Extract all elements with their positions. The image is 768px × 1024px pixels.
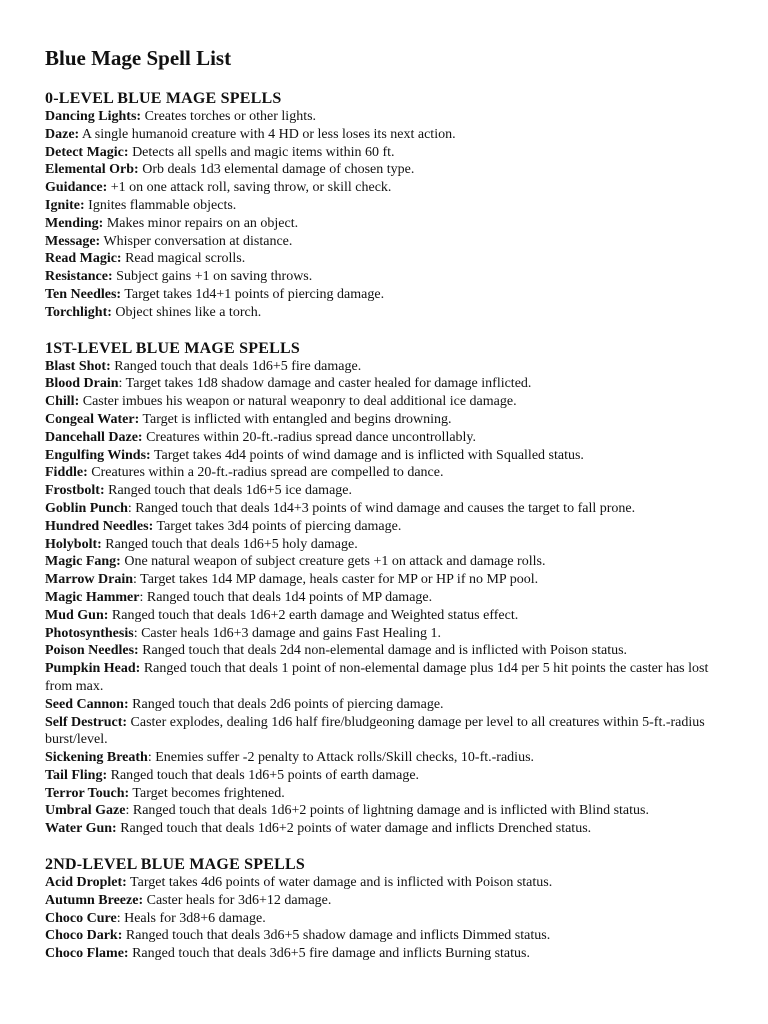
spell-name: Magic Hammer <box>45 589 140 605</box>
spell-entry <box>45 571 738 589</box>
spell-entry <box>45 874 738 892</box>
spell-name: Acid Droplet: <box>45 875 127 891</box>
spell-entry <box>45 820 738 838</box>
spell-entry <box>45 802 738 820</box>
spell-name: Choco Cure <box>45 910 117 926</box>
spell-name: Goblin Punch <box>45 500 128 516</box>
spell-sections <box>45 89 738 963</box>
spell-entry <box>45 518 738 536</box>
spell-name: Tail Fling: <box>45 767 108 783</box>
spell-name: Dancing Lights: <box>45 109 142 124</box>
spell-entry <box>45 304 738 322</box>
spell-name: Chill: <box>45 394 80 410</box>
spell-description: Creatures within a 20-ft.-radius spread are compelled to dance. <box>87 465 444 481</box>
spell-name: Torchlight: <box>45 304 112 320</box>
spell-description: Ranged touch that deals 2d4 non-elemental damage and is inflicted with Poison status. <box>138 643 628 659</box>
spell-name: Holybolt: <box>45 536 102 552</box>
spell-description: Ranged touch that deals 1d6+5 ice damage. <box>104 483 352 499</box>
spell-entry <box>45 250 738 268</box>
spell-description: Target is inflicted with entangled and begins drowning. <box>139 411 452 427</box>
document-title: Blue Mage Spell List <box>45 46 232 70</box>
spell-list <box>45 358 738 839</box>
spell-description: Ranged touch that deals 2d6 points of piercing damage. <box>128 696 444 712</box>
spell-entry <box>45 233 738 251</box>
spell-name: Congeal Water: <box>45 411 140 427</box>
spell-description: Makes minor repairs on an object. <box>103 215 299 231</box>
spell-entry <box>45 464 738 482</box>
spell-description: Creatures within 20-ft.-radius spread dance uncontrollably. <box>142 429 477 445</box>
spell-entry <box>45 215 738 233</box>
spell-name: Guidance: <box>45 180 108 196</box>
spell-description: Creates torches or other lights. <box>141 109 317 124</box>
spell-name: Message: <box>45 233 101 249</box>
spell-description: Ranged touch that deals 1d6+2 points of water damage and inflicts Drenched status. <box>116 821 592 837</box>
spell-description: Read magical scrolls. <box>121 251 246 267</box>
spell-description: : Ranged touch that deals 1d6+2 points of lightning damage and is inflicted with Blind status. <box>125 803 649 819</box>
spell-description: Ranged touch that deals 1d6+5 points of earth damage. <box>107 767 420 783</box>
spell-name: Pumpkin Head: <box>45 661 141 677</box>
spell-description: : Ranged touch that deals 1d4 points of MP damage. <box>139 589 433 605</box>
spell-name: Elemental Orb: <box>45 162 139 178</box>
spell-description: : Target takes 1d4 MP damage, heals caster for MP or HP if no MP pool. <box>133 572 539 588</box>
section-heading: 2ND-LEVEL BLUE MAGE SPELLS <box>45 856 305 874</box>
spell-entry <box>45 375 738 393</box>
spell-entry <box>45 393 738 411</box>
spell-description: : Enemies suffer -2 penalty to Attack rolls/Skill checks, 10-ft.-radius. <box>147 750 535 766</box>
spell-entry <box>45 696 738 714</box>
spell-name: Poison Needles: <box>45 643 139 659</box>
spell-name: Mud Gun: <box>45 607 109 623</box>
spell-entry <box>45 286 738 304</box>
spell-entry <box>45 197 738 215</box>
spell-description: Caster imbues his weapon or natural weaponry to deal additional ice damage. <box>79 394 517 410</box>
spell-name: Sickening Breath <box>45 750 148 766</box>
spell-name: Water Gun: <box>45 821 117 837</box>
spell-entry <box>45 945 738 963</box>
spell-description: Ignites flammable objects. <box>84 197 237 213</box>
spell-description: Target takes 3d4 points of piercing damage. <box>153 518 402 534</box>
spell-description: Caster explodes, dealing 1d6 half fire/bludgeoning damage per level to all creatures within 5-ft.-radius burst/level. <box>45 714 705 748</box>
spell-description: : Caster heals 1d6+3 damage and gains Fast Healing 1. <box>133 625 441 641</box>
spell-name: Autumn Breeze: <box>45 892 144 908</box>
section-heading: 1ST-LEVEL BLUE MAGE SPELLS <box>45 339 300 357</box>
spell-name: Blood Drain <box>45 376 119 392</box>
spell-entry <box>45 660 738 696</box>
spell-entry <box>45 411 738 429</box>
spell-entry <box>45 589 738 607</box>
spell-description: Target takes 4d6 points of water damage and is inflicted with Poison status. <box>126 875 553 891</box>
spell-description: One natural weapon of subject creature gets +1 on attack and damage rolls. <box>120 554 546 570</box>
spell-entry <box>45 179 738 197</box>
spell-description: Target takes 1d4+1 points of piercing damage. <box>121 286 385 302</box>
spell-entry <box>45 108 738 126</box>
spell-name: Detect Magic: <box>45 144 129 160</box>
spell-name: Mending: <box>45 215 104 231</box>
spell-name: Umbral Gaze <box>45 803 126 819</box>
spell-description: Whisper conversation at distance. <box>100 233 293 249</box>
spell-entry <box>45 892 738 910</box>
spell-description: Object shines like a torch. <box>111 304 262 320</box>
spell-entry <box>45 625 738 643</box>
spell-entry <box>45 785 738 803</box>
spell-list <box>45 874 738 963</box>
spell-description: : Heals for 3d8+6 damage. <box>116 910 266 926</box>
spell-entry <box>45 927 738 945</box>
spell-name: Daze: <box>45 126 80 142</box>
spell-name: Terror Touch: <box>45 785 130 801</box>
spell-name: Read Magic: <box>45 251 122 267</box>
spell-description: Ranged touch that deals 1d6+5 holy damage. <box>101 536 358 552</box>
spell-name: Hundred Needles: <box>45 518 154 534</box>
spell-name: Ignite: <box>45 197 85 213</box>
spell-entry <box>45 429 738 447</box>
spell-list <box>45 108 738 322</box>
spell-description: Subject gains +1 on saving throws. <box>112 269 313 285</box>
spell-name: Magic Fang: <box>45 554 121 570</box>
spell-entry <box>45 161 738 179</box>
spell-entry <box>45 447 738 465</box>
spell-entry <box>45 144 738 162</box>
spell-section <box>45 855 738 963</box>
spell-description: Ranged touch that deals 1 point of non-elemental damage plus 1d4 per 5 hit points the caster has lost from max. <box>45 661 709 694</box>
spell-description: : Target takes 1d8 shadow damage and caster healed for damage inflicted. <box>118 376 532 392</box>
spell-entry <box>45 482 738 500</box>
spell-entry <box>45 749 738 767</box>
spell-entry <box>45 607 738 625</box>
spell-name: Seed Cannon: <box>45 696 129 712</box>
spell-description: Ranged touch that deals 1d6+5 fire damage. <box>110 358 362 374</box>
spell-description: Ranged touch that deals 3d6+5 shadow damage and inflicts Dimmed status. <box>122 928 551 944</box>
spell-description: Caster heals for 3d6+12 damage. <box>143 892 332 908</box>
spell-description: Ranged touch that deals 3d6+5 fire damage and inflicts Burning status. <box>128 946 530 962</box>
spell-section <box>45 339 738 839</box>
spell-name: Frostbolt: <box>45 483 105 499</box>
spell-name: Photosynthesis <box>45 625 134 641</box>
spell-description: Target becomes frightened. <box>129 785 285 801</box>
spell-entry <box>45 358 738 376</box>
spell-entry <box>45 553 738 571</box>
spell-name: Choco Dark: <box>45 928 123 944</box>
spell-name: Choco Flame: <box>45 946 129 962</box>
spell-name: Blast Shot: <box>45 358 111 374</box>
spell-entry <box>45 767 738 785</box>
spell-description: A single humanoid creature with 4 HD or less loses its next action. <box>79 126 456 142</box>
spell-description: +1 on one attack roll, saving throw, or skill check. <box>107 180 392 196</box>
spell-entry <box>45 642 738 660</box>
spell-entry <box>45 500 738 518</box>
spell-description: Detects all spells and magic items within 60 ft. <box>128 144 395 160</box>
spell-entry <box>45 126 738 144</box>
spell-description: : Ranged touch that deals 1d4+3 points of wind damage and causes the target to fall prone. <box>127 500 636 516</box>
spell-entry <box>45 910 738 928</box>
spell-description: Target takes 4d4 points of wind damage and is inflicted with Squalled status. <box>150 447 584 463</box>
spell-entry <box>45 268 738 286</box>
spell-description: Ranged touch that deals 1d6+2 earth damage and Weighted status effect. <box>108 607 519 623</box>
spell-name: Marrow Drain <box>45 572 133 588</box>
spell-section <box>45 89 738 322</box>
spell-name: Fiddle: <box>45 465 88 481</box>
spell-entry <box>45 714 738 750</box>
spell-name: Ten Needles: <box>45 286 122 302</box>
spell-description: Orb deals 1d3 elemental damage of chosen type. <box>138 162 415 178</box>
spell-name: Dancehall Daze: <box>45 429 143 445</box>
section-heading: 0-LEVEL BLUE MAGE SPELLS <box>45 90 282 107</box>
spell-name: Resistance: <box>45 269 113 285</box>
spell-name: Self Destruct: <box>45 714 128 730</box>
spell-name: Engulfing Winds: <box>45 447 151 463</box>
spell-entry <box>45 536 738 554</box>
